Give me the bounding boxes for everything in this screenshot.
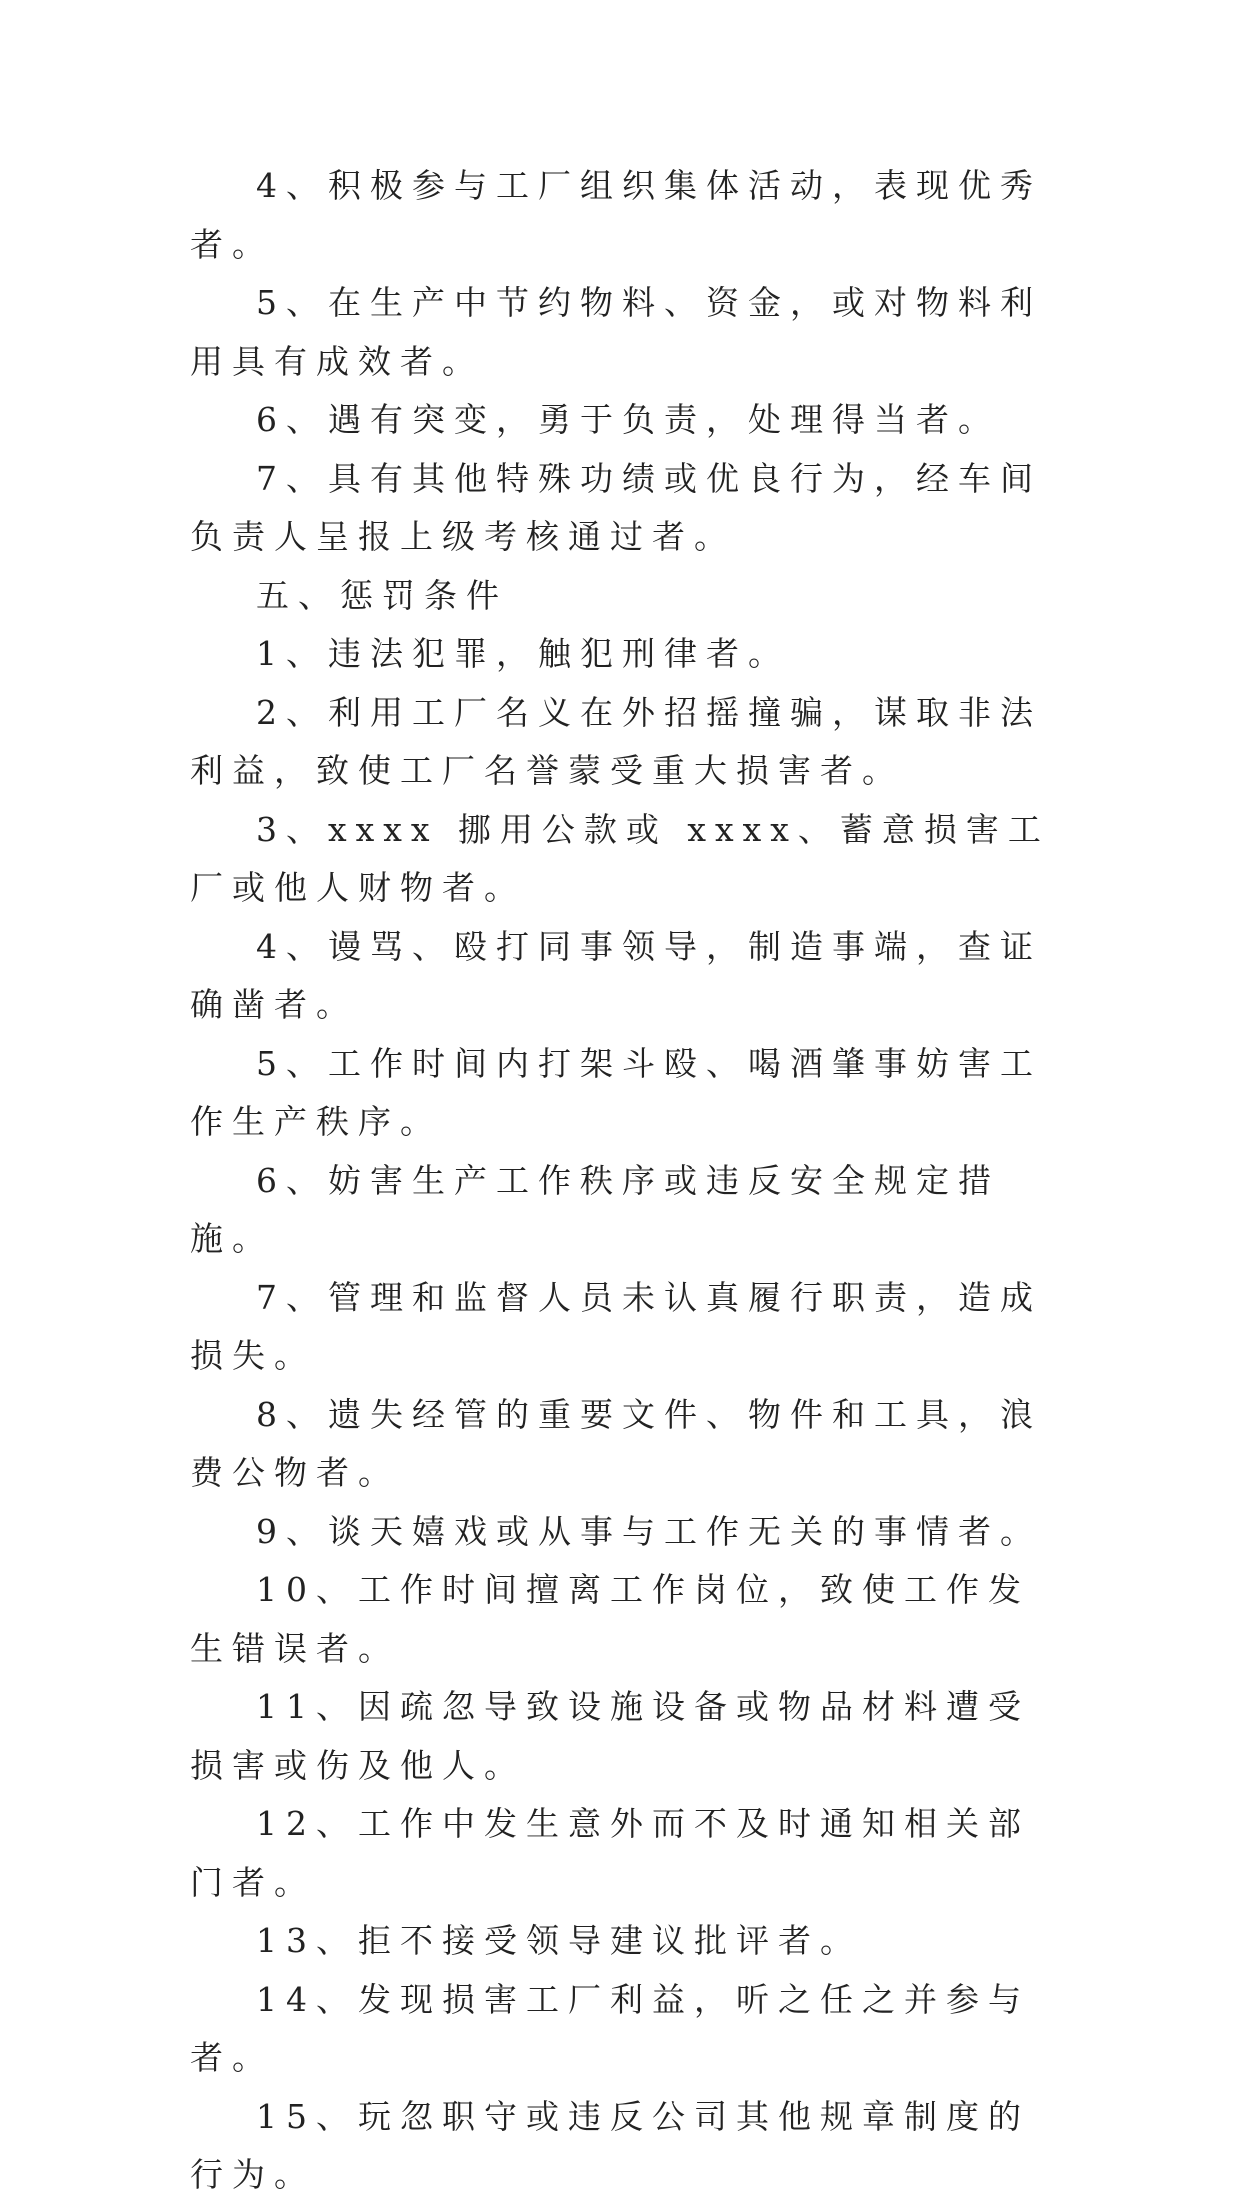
paragraph-punishment-12: 12、工作中发生意外而不及时通知相关部门者。 — [190, 1804, 1030, 1902]
paragraph-punishment-4: 4、谩骂、殴打同事领导，制造事端，查证确凿者。 — [190, 926, 1042, 1024]
paragraph-punishment-11: 11、因疏忽导致设施设备或物品材料遭受损害或伤及他人。 — [190, 1687, 1030, 1785]
paragraph-punishment-14: 14、发现损害工厂利益，听之任之并参与者。 — [190, 1979, 1030, 2077]
paragraph-punishment-7: 7、管理和监督人员未认真履行职责，造成损失。 — [190, 1277, 1042, 1375]
paragraph-punishment-3: 3、xxxx 挪用公款或 xxxx、蓄意损害工厂或他人财物者。 — [190, 809, 1050, 907]
paragraph-reward-7: 7、具有其他特殊功绩或优良行为，经车间负责人呈报上级考核通过者。 — [190, 458, 1042, 556]
section-heading-punishment: 五、惩罚条件 — [256, 575, 508, 615]
paragraph-punishment-13: 13、拒不接受领导建议批评者。 — [256, 1921, 862, 1960]
document-body — [190, 157, 1060, 2205]
paragraph-punishment-15: 15、玩忽职守或违反公司其他规章制度的行为。 — [190, 2096, 1030, 2194]
paragraph-reward-5: 5、在生产中节约物料、资金，或对物料利用具有成效者。 — [190, 283, 1042, 381]
paragraph-punishment-10: 10、工作时间擅离工作岗位，致使工作发生错误者。 — [190, 1570, 1030, 1668]
paragraph-punishment-5: 5、工作时间内打架斗殴、喝酒肇事妨害工作生产秩序。 — [190, 1043, 1042, 1141]
paragraph-punishment-2: 2、利用工厂名义在外招摇撞骗，谋取非法利益，致使工厂名誉蒙受重大损害者。 — [190, 692, 1042, 790]
paragraph-punishment-1: 1、违法犯罪，触犯刑律者。 — [256, 634, 790, 673]
paragraph-punishment-6: 6、妨害生产工作秩序或违反安全规定措施。 — [190, 1160, 1000, 1258]
paragraph-reward-6: 6、遇有突变，勇于负责，处理得当者。 — [256, 400, 1000, 439]
paragraph-punishment-8: 8、遗失经管的重要文件、物件和工具，浪费公物者。 — [190, 1394, 1042, 1492]
paragraph-punishment-9: 9、谈天嬉戏或从事与工作无关的事情者。 — [256, 1511, 1042, 1551]
paragraph-reward-4: 4、积极参与工厂组织集体活动，表现优秀者。 — [190, 166, 1042, 264]
